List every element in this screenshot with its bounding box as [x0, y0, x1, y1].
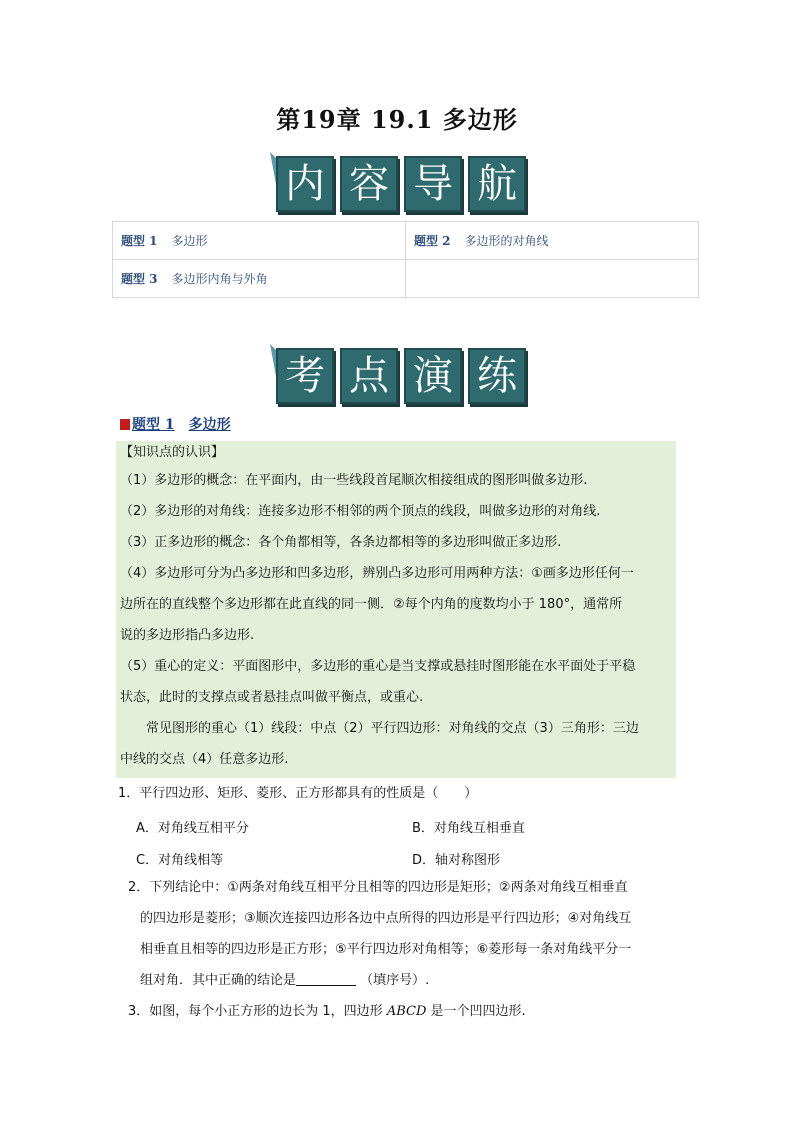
banner-char: 航 [468, 156, 526, 212]
toc-num: 题型 2 [414, 234, 451, 248]
banner-practice [268, 342, 526, 408]
section-num: 题型 1 [132, 417, 175, 433]
question-3-text: 3．如图，每个小正方形的边长为 1，四边形 [128, 1004, 387, 1019]
quad-name: ABCD [386, 1004, 427, 1019]
toc-num: 题型 3 [121, 272, 158, 286]
answer-blank[interactable] [296, 971, 356, 986]
square-bullet-icon [120, 419, 130, 430]
banner-content-nav [268, 150, 526, 216]
banner-char: 内 [276, 156, 334, 212]
question-3-stem [128, 996, 526, 1027]
question-2-line: 的四边形是菱形；③顺次连接四边形各边中点所得的四边形是平行四边形；④对角线互 [140, 911, 632, 926]
option-c[interactable]: C．对角线相等 [136, 853, 224, 868]
question-1-stem: 1．平行四边形、矩形、菱形、正方形都具有的性质是（ ） [118, 786, 478, 801]
knowledge-line: 中线的交点（4）任意多边形. [120, 752, 289, 767]
question-3-text: 是一个凹四边形. [426, 1004, 526, 1019]
knowledge-line: 状态，此时的支撑点或者悬挂点叫做平衡点，或重心. [120, 690, 424, 705]
toc-item[interactable] [406, 222, 699, 260]
toc-item[interactable] [113, 260, 406, 298]
knowledge-line: 常见图形的重心（1）线段：中点（2）平行四边形：对角线的交点（3）三角形：三边 [146, 721, 639, 736]
banner-char: 演 [404, 348, 462, 404]
knowledge-head: 【知识点的认识】 [120, 445, 225, 460]
toc-text: 多边形的对角线 [464, 234, 549, 248]
toc-item[interactable] [113, 222, 406, 260]
question-2-line: 相垂直且相等的四边形是正方形；⑤平行四边形对角相等；⑥菱形每一条对角线平分一 [140, 942, 632, 957]
knowledge-box [116, 441, 676, 778]
question-2-line: （填序号）. [360, 973, 430, 988]
toc-text: 多边形内角与外角 [171, 272, 268, 286]
option-d[interactable]: D．轴对称图形 [412, 853, 501, 868]
knowledge-line: （1）多边形的概念：在平面内，由一些线段首尾顺次相接组成的图形叫做多边形. [120, 473, 588, 488]
knowledge-line: （2）多边形的对角线：连接多边形不相邻的两个顶点的线段，叫做多边形的对角线. [120, 504, 601, 519]
section-heading [120, 414, 231, 434]
banner-char: 导 [404, 156, 462, 212]
toc-item-empty [406, 260, 699, 298]
question-2-line: 2．下列结论中：①两条对角线互相平分且相等的四边形是矩形；②两条对角线互相垂直 [128, 880, 628, 895]
page-title: 第19章 19.1 多边形 [276, 105, 518, 134]
knowledge-line: 边所在的直线整个多边形都在此直线的同一侧．②每个内角的度数均小于 180°，通常所 [120, 597, 623, 612]
knowledge-line: 说的多边形指凸多边形. [120, 628, 255, 643]
option-b[interactable]: B．对角线互相垂直 [412, 821, 525, 836]
knowledge-line: （5）重心的定义：平面图形中，多边形的重心是当支撑或悬挂时图形能在水平面处于平稳 [120, 659, 636, 674]
toc-text: 多边形 [171, 234, 208, 248]
knowledge-line: （3）正多边形的概念：各个角都相等，各条边都相等的多边形叫做正多边形. [120, 535, 562, 550]
section-title: 多边形 [188, 417, 231, 433]
toc-num: 题型 1 [121, 234, 158, 248]
question-2-line: 组对角．其中正确的结论是 [140, 973, 297, 988]
question-2 [128, 872, 678, 996]
toc-table [112, 221, 699, 298]
knowledge-line: （4）多边形可分为凸多边形和凹多边形，辨别凸多边形可用两种方法：①画多边形任何一 [120, 566, 634, 581]
option-a[interactable]: A．对角线互相平分 [136, 821, 249, 836]
banner-char: 容 [340, 156, 398, 212]
banner-char: 练 [468, 348, 526, 404]
banner-char: 点 [340, 348, 398, 404]
banner-char: 考 [276, 348, 334, 404]
